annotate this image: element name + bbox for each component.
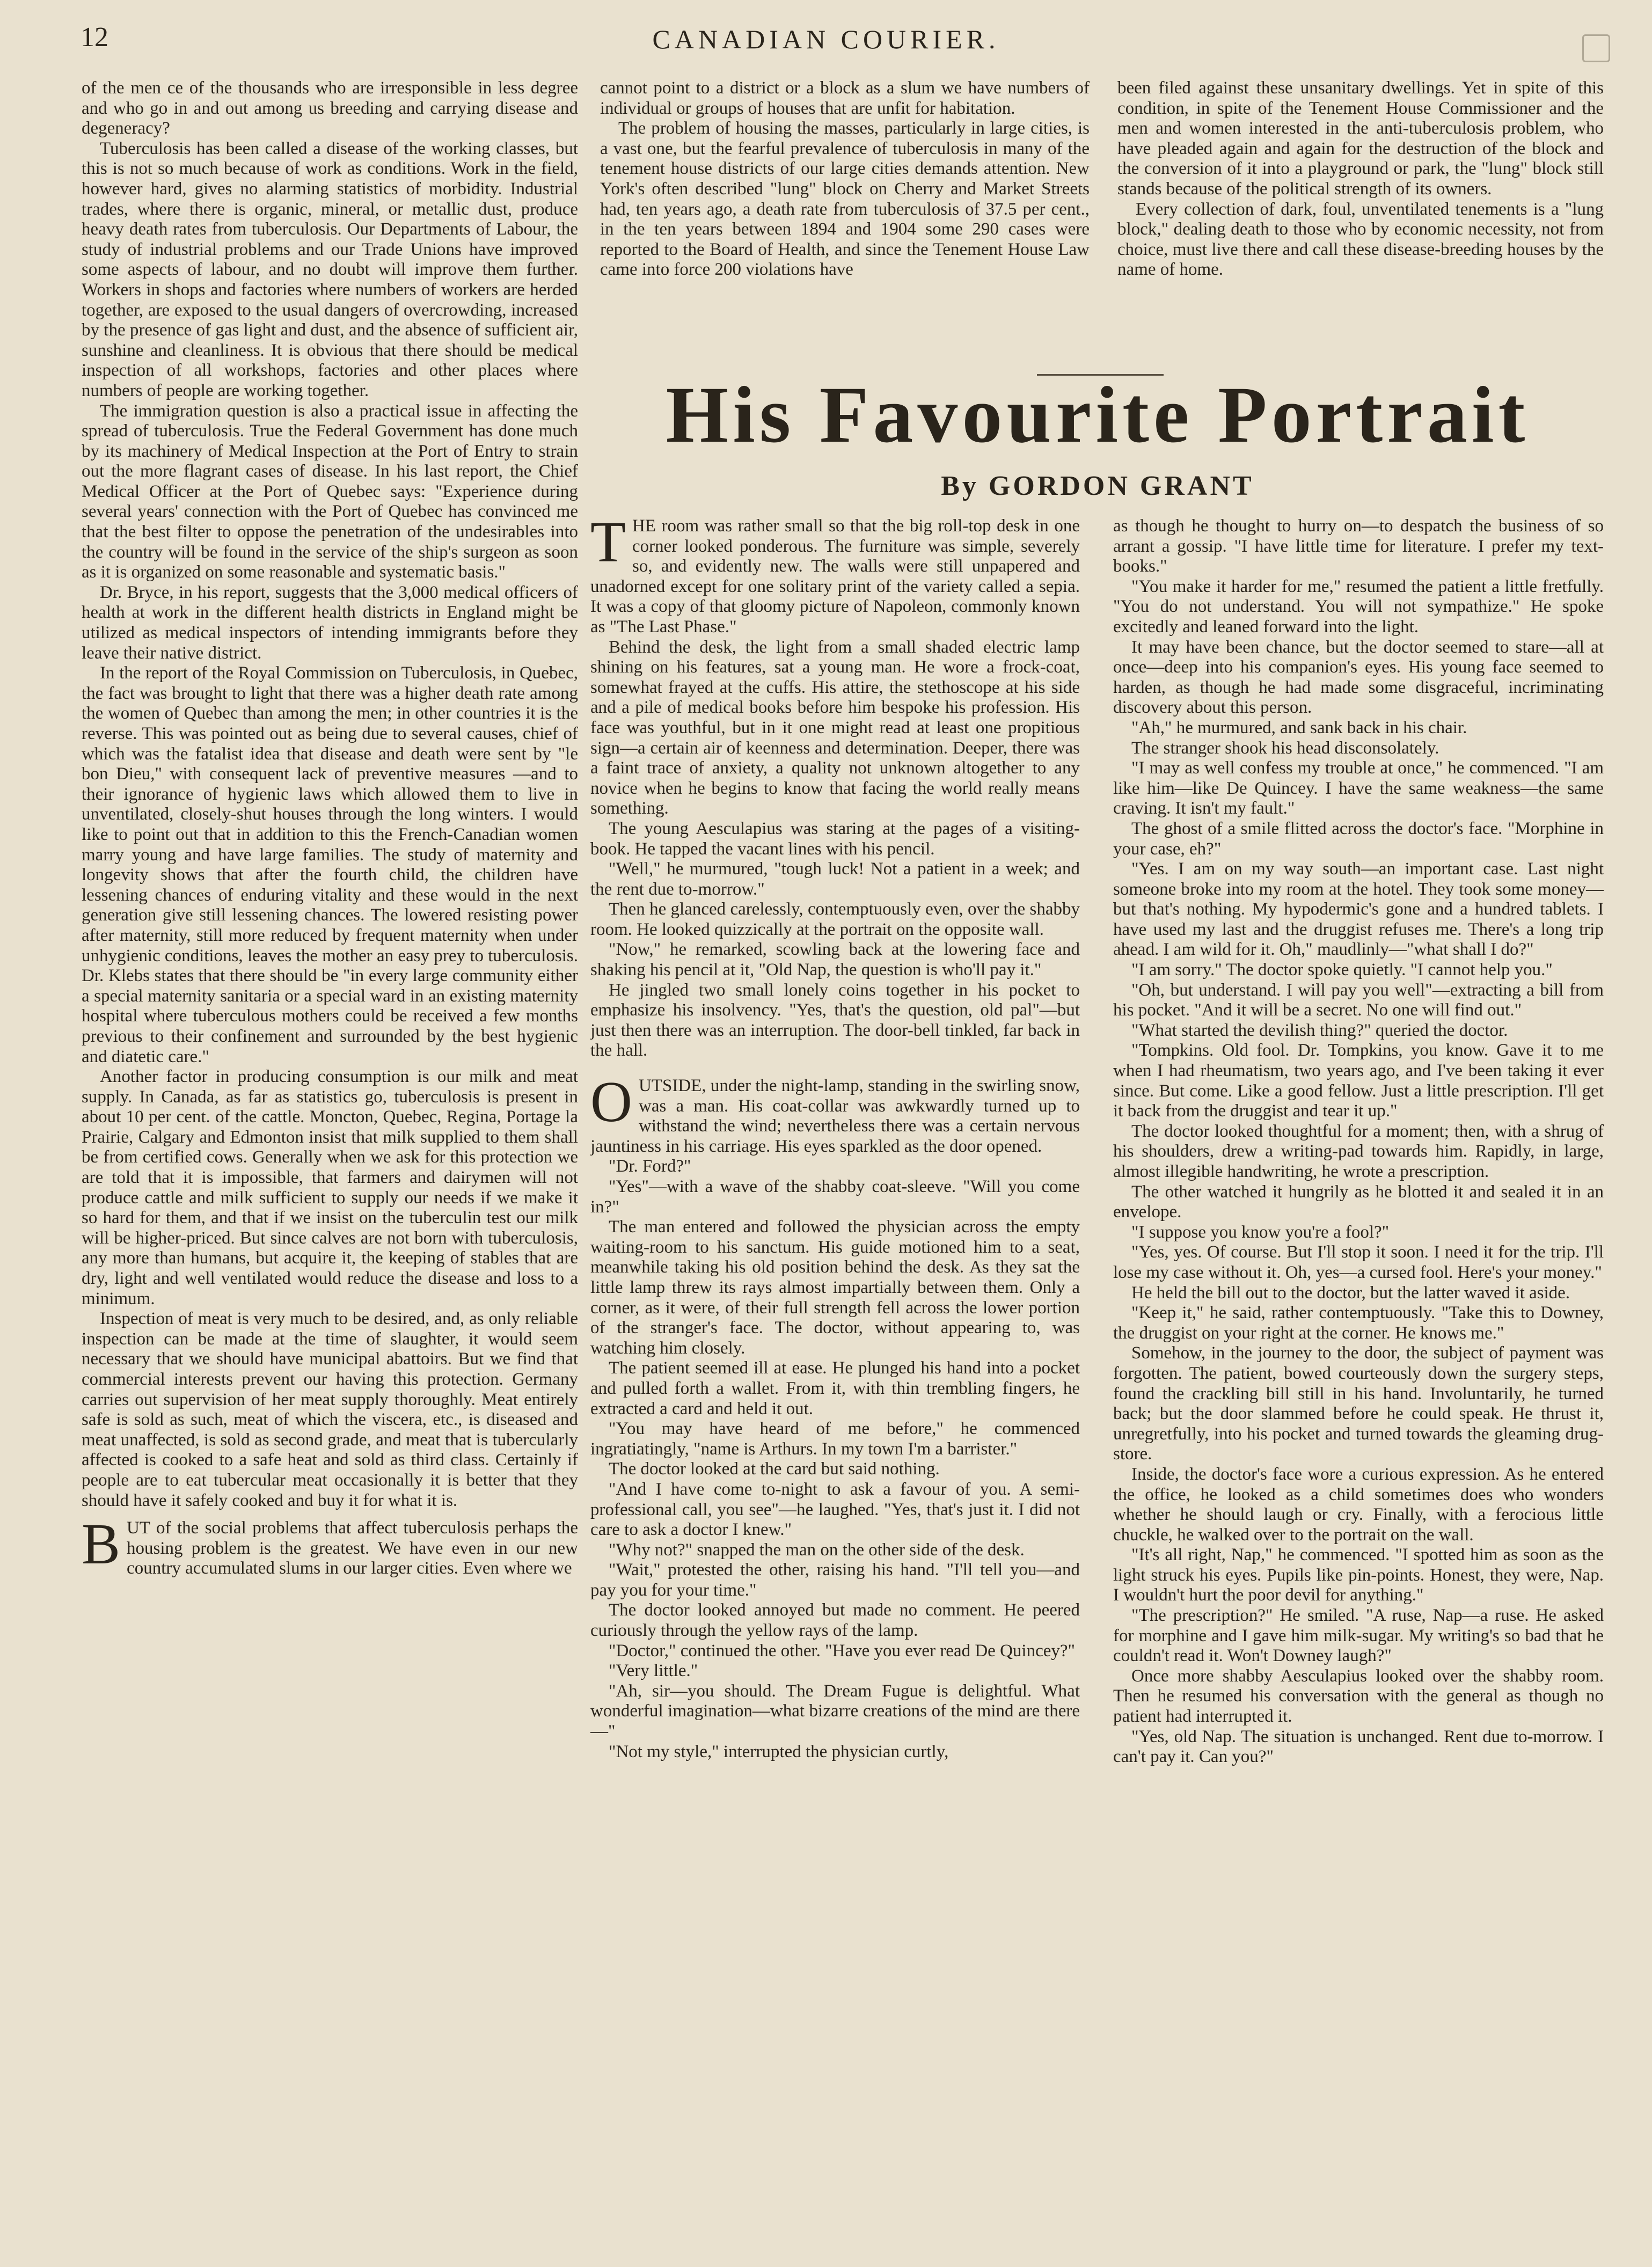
paragraph: "Tompkins. Old fool. Dr. Tompkins, you know. Gave it to me when I had rheumatism, two years ago, and I've been taking it ever since. But come. Like a good fellow. Just a little prescription. I'll get it back from the druggist and tear it up." [1113,1041,1604,1121]
paragraph: The young Aesculapius was staring at the pages of a visiting-book. He tapped the vacant lines with his pencil. [590,818,1080,859]
running-header: CANADIAN COURIER. [652,24,1000,54]
paragraph-text: UT of the social problems that affect tuberculosis perhaps the housing problem is the greatest. We have even in our new country accumulated slums in our larger cities. Even where we [127,1518,578,1578]
paragraph: "Now," he remarked, scowling back at the lowering face and shaking his pencil at it, "Old Nap, the question is who'll pay it." [590,940,1080,980]
paragraph: "Well," he murmured, "tough luck! Not a patient in a week; and the rent due to-morrow." [590,859,1080,899]
paragraph: "I suppose you know you're a fool?" [1131,1222,1390,1242]
paragraph: Behind the desk, the light from a small shaded electric lamp shining on his features, sat a young man. He wore a frock-coat, somewhat frayed at the cuffs. His attire, the stethoscope at his side and a pile of medical books before him bespoke his profession. His face was youthful, but in it one might read at least one propitious sign—a certain air of keenness and determination. Deeper, there was a faint trace of anxiety, a quality not unknown altogether to any novice when he begins to know that facing the world really means something. [590,637,1080,818]
paragraph: "Yes, yes. Of course. But I'll stop it soon. I need it for the trip. I'll lose my case without it. Oh, yes—a cursed fool. Here's your money." [1113,1242,1604,1282]
paragraph: "Wait," protested the other, raising his hand. "I'll tell you—and pay you for your time." [590,1560,1080,1600]
column-3 [1113,516,1604,2234]
paragraph: been filed against these unsanitary dwellings. Yet in spite of this condition, in spite of the Tenement House Commissioner and the men and women interested in the anti-tuberculosis problem, who have pleaded again and again for the destruction of the block and the conversion of it into a playground or park, the "lung" block still stands because of the political strength of its owners. [1117,78,1604,199]
paragraph: "What started the devilish thing?" queried the doctor. [1131,1020,1508,1040]
paragraph-dropcap [82,1512,578,1579]
paragraph: "You make it harder for me," resumed the patient a little fretfully. "You do not understand. You will not sympathize." He spoke excitedly and leaned forward into the light. [1113,576,1604,637]
paragraph: The patient seemed ill at ease. He plunged his hand into a pocket and pulled forth a wallet. From it, with thin trembling fingers, he extracted a card and held it out. [590,1358,1080,1418]
page-number: 12 [81,22,108,53]
column-2 [590,516,1080,2234]
paragraph: The other watched it hungrily as he blotted it and sealed it in an envelope. [1113,1182,1604,1222]
paragraph: "Not my style," interrupted the physician curtly, [609,1742,949,1761]
column-3-top [1117,78,1604,363]
paragraph: Every collection of dark, foul, unventilated tenements is a "lung block," dealing death to those who by economic necessity, not from choice, must live there and call these disease-breeding houses by the name of home. [1117,199,1604,280]
library-stamp-icon [1582,34,1610,62]
paragraph-dropcap [590,1070,1080,1157]
paragraph: "Yes, old Nap. The situation is unchanged. Rent due to-morrow. I can't pay it. Can you?" [1113,1727,1604,1767]
paragraph: "Oh, but understand. I will pay you well"—extracting a bill from his pocket. "And it will be a secret. No one will find out." [1113,980,1604,1020]
paragraph: Tuberculosis has been called a disease of the working classes, but this is not so much because of work as conditions. Work in the field, however hard, gives no alarming statistics of morbidity. Industrial trades, where there is organic, mineral, or metallic dust, produce heavy death rates from tuberculosis. Our Departments of Labour, the study of industrial problems and our Trade Unions have improved some aspects of labour, and no doubt will improve them further. Workers in shops and factories where numbers of workers are herded together, are exposed to the usual dangers of overcrowding, increased by the presence of gas light and dust, and the absence of sufficient air, sunshine and cleanliness. It is obvious that there should be medical inspection of all workshops, factories and other places where numbers of people are working together. [82,138,578,400]
paragraph: "You may have heard of me before," he commenced ingratiatingly, "name is Arthurs. In my town I'm a barrister." [590,1419,1080,1459]
paragraph: Another factor in producing consumption is our milk and meat supply. In Canada, as far as statistics go, tuberculosis is present in about 10 per cent. of the cattle. Moncton, Quebec, Regina, Portage la Prairie, Calgary and Edmonton insist that milk supplied to them shall be from certified cows. Generally when we ask for this protection we are told that it is impossible, that farmers and dairymen will not produce cattle and milk sufficient to supply our needs if we make it so hard for them, and that if we insist on the tuberculin test our milk will be higher-priced. But since calves are not born with tuberculosis, any more than humans, but acquire it, the keeping of stables that are dry, light and well ventilated would reduce the disease and loss to a minimum. [82,1067,578,1308]
drop-cap: T [590,516,626,574]
paragraph: The problem of housing the masses, particularly in large cities, is a vast one, but the fearful prevalence of tuberculosis in many of the tenement house districts of our large cities demands attention. New York's often described "lung" block on Cherry and Market Streets had, ten years ago, a death rate from tuberculosis of 37.5 per cent., in the ten years between 1894 and 1904 some 290 cases were reported to the Board of Health, and since the Tenement House Law came into force 200 violations have [600,119,1090,280]
paragraph: "Why not?" snapped the man on the other side of the desk. [609,1540,1025,1560]
story-byline: By GORDON GRANT [941,471,1254,501]
paragraph: Inspection of meat is very much to be desired, and, as only reliable inspection can be made at the time of slaughter, it would seem necessary that we should have municipal abattoirs. But we find that commercial interests prevent our having this protection. Germany carries out supervision of her meat supply thoroughly. Meat entirely safe is sold as such, meat of which the viscera, etc., is diseased and meat unaffected, is sold as second grade, and meat that is tubercularly affected is cooked to a safe heat and sold as third class. Certainly if people are to eat tubercular meat occasionally it is better that they should have it safely cooked and buy it for what it is. [82,1309,578,1510]
paragraph: The stranger shook his head disconsolately. [1131,738,1439,758]
paragraph: "It's all right, Nap," he commenced. "I spotted him as soon as the light struck his eyes. Pupils like pin-points. Honest, they were, Nap. I wouldn't hurt the poor devil for anything." [1113,1545,1604,1605]
paragraph: Dr. Bryce, in his report, suggests that the 3,000 medical officers of health at work in the different health districts in England might be utilized as medical inspectors of intending immigrants before they leave their native district. [82,582,578,663]
paragraph: "Keep it," he said, rather contemptuously. "Take this to Downey, the druggist on your right at the corner. He knows me." [1113,1303,1604,1343]
paragraph: as though he thought to hurry on—to despatch the business of so arrant a gossip. "I have little time for literature. I prefer my text-books." [1113,516,1604,576]
drop-cap: B [82,1512,121,1577]
paragraph: The immigration question is also a practical issue in affecting the spread of tuberculosis. True the Federal Government has done much by its machinery of Medical Inspection at the Port of Entry to strain out the more flagrant cases of disease. In his last report, the Chief Medical Officer at the Port of Quebec says: "Experience during several years' connection with the Port of Quebec has convinced me that the best filter to oppose the penetration of the undesirables into the country will be found in the service of the ship's surgeon as soon as it is organized on some reasonable and systematic basis." [82,401,578,582]
paragraph: In the report of the Royal Commission on Tuberculosis, in Quebec, the fact was brought to light that there was a higher death rate among the women of Quebec than among the men; in other countries it is the reverse. This was pointed out as being due to several causes, chief of which was the fatalist idea that disease and death were sent by "le bon Dieu," with consequent lack of preventive measures —and to their ignorance of hygienic laws which allowed them to live in unventilated, closely-shut houses through the long winters. I would like to point out that in addition to this the French-Canadian women marry young and have large families. The study of maternity and longevity shows that after the fourth child, the children have lessening chances of enduring vitality and these would in the next generation give still lessening chances. The lowered resisting power after maternity, still more reduced by frequent maternity when under unhygienic conditions, leaves the mother an easy prey to tuberculosis. Dr. Klebs states that there should be "in every large community either a special maternity sanitaria or a special ward in an existing maternity hospital where tuberculous mothers could be received a few months previous to their confinement and surrounded by the best hygienic and diatetic care." [82,663,578,1066]
story-title: His Favourite Portrait [666,370,1530,459]
paragraph: He held the bill out to the doctor, but the latter waved it aside. [1131,1283,1570,1303]
column-1 [82,78,578,2220]
paragraph: "Yes"—with a wave of the shabby coat-sleeve. "Will you come in?" [590,1177,1080,1217]
paragraph: of the men ce of the thousands who are irresponsible in less degree and who go in and out among us breeding and carrying disease and degeneracy? [82,78,578,138]
paragraph: "Ah," he murmured, and sank back in his chair. [1131,718,1467,737]
paragraph: Somehow, in the journey to the door, the subject of payment was forgotten. The patient, bowed courteously down the surgery steps, found the crackling bill still in his hand. Involuntarily, he turned back; but the door slammed before he could speak. He thrust it, unregretfully, into his pocket and turned towards the gleaming drug-store. [1113,1343,1604,1464]
paragraph: The doctor looked annoyed but made no comment. He peered curiously through the yellow rays of the lamp. [590,1600,1080,1641]
paragraph: "Very little." [609,1661,698,1681]
paragraph: The man entered and followed the physician across the empty waiting-room to his sanctum. His guide motioned him to a seat, meanwhile taking his old position behind the desk. As they sat the little lamp threw its rays almost impartially between them. Only a corner, as it were, of their full strength fell across the lower portion of the stranger's face. The doctor, without appearing to, was watching him closely. [590,1217,1080,1358]
column-2-top [600,78,1090,363]
paragraph: "Doctor," continued the other. "Have you ever read De Quincey?" [609,1641,1075,1661]
drop-cap: O [590,1070,632,1135]
paragraph: Once more shabby Aesculapius looked over the shabby room. Then he resumed his conversation with the general as though no patient had interrupted it. [1113,1666,1604,1727]
paragraph: cannot point to a district or a block as a slum we have numbers of individual or groups of houses that are unfit for habitation. [600,78,1090,118]
paragraph: He jingled two small lonely coins together in his pocket to emphasize his insolvency. "Yes, that's the question, old pal"—but just then there was an interruption. The door-bell tinkled, far back in the hall. [590,980,1080,1061]
paragraph: Then he glanced carelessly, contemptuously even, over the shabby room. He looked quizzically at the portrait on the opposite wall. [590,900,1080,939]
paragraph: "And I have come to-night to ask a favour of you. A semi-professional call, you see"—he laughed. "Yes, that's just it. I did not care to ask a doctor I knew." [590,1479,1080,1540]
paragraph: "The prescription?" He smiled. "A ruse, Nap—a ruse. He asked for morphine and I gave him milk-sugar. My writing's so bad that he couldn't read it. Won't Downey laugh?" [1113,1606,1604,1666]
paragraph: "I may as well confess my trouble at once," he commenced. "I am like him—like De Quincey. I have the same weakness—the same craving. It isn't my fault." [1113,758,1604,818]
paragraph: "Dr. Ford?" [609,1157,691,1176]
paragraph: The doctor looked at the card but said nothing. [609,1459,940,1479]
paragraph: The doctor looked thoughtful for a moment; then, with a shrug of his shoulders, drew a writing-pad towards him. Rapidly, in large, almost illegible handwriting, he wrote a prescription. [1113,1121,1604,1181]
paragraph-text: HE room was rather small so that the big roll-top desk in one corner looked ponderous. The furniture was simple, severely so, and evidently new. The walls were still unpapered and unadorned except for one solitary print of the variety called a sepia. It was a copy of that gloomy picture of Napoleon, commonly known as "The Last Phase." [590,516,1080,637]
paragraph-text: UTSIDE, under the night-lamp, standing in the swirling snow, was a man. His coat-collar was awkwardly turned up to withstand the wind; nevertheless there was a certain nervous jauntiness in his carriage. His eyes sparkled as the door opened. [590,1076,1080,1156]
paragraph: "Ah, sir—you should. The Dream Fugue is delightful. What wonderful imagination—what bizarre creations of the mind are there—" [590,1681,1080,1742]
paragraph: The ghost of a smile flitted across the doctor's face. "Morphine in your case, eh?" [1113,818,1604,859]
paragraph: Inside, the doctor's face wore a curious expression. As he entered the office, he looked as a child sometimes does who wonders whether he should laugh or cry. Finally, with a ferocious little chuckle, he walked over to the portrait on the wall. [1113,1464,1604,1545]
paragraph: "Yes. I am on my way south—an important case. Last night someone broke into my room at the hotel. They took some money—but that's nothing. My hypodermic's gone and a hundred tablets. I have used my last and the druggist refuses me. There's a long trip ahead. I am wild for it. Oh," maudlinly—"what shall I do?" [1113,859,1604,960]
paragraph-dropcap [590,516,1080,638]
paragraph: It may have been chance, but the doctor seemed to stare—all at once—deep into his companion's eyes. His young face seemed to harden, as though he had made some disgraceful, incriminating discovery about this person. [1113,637,1604,718]
paragraph: "I am sorry." The doctor spoke quietly. "I cannot help you." [1131,960,1553,980]
